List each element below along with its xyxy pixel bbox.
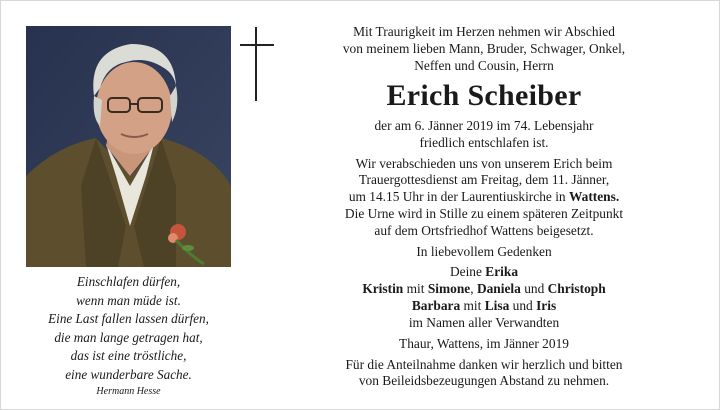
deceased-name: Erich Scheiber bbox=[386, 78, 582, 112]
family-name: Christoph bbox=[547, 280, 606, 296]
family-name: Daniela bbox=[476, 280, 521, 296]
service-text: um 14.15 Uhr in der Laurentiuskirche in bbox=[348, 189, 569, 205]
cross-icon bbox=[240, 27, 274, 101]
poem-line: wenn man müde ist. bbox=[76, 292, 181, 308]
family-text: mit bbox=[403, 280, 428, 296]
portrait-photo bbox=[26, 26, 231, 267]
family-name: Iris bbox=[536, 297, 557, 313]
family-text: Deine bbox=[449, 263, 486, 279]
service-line: Wir verabschieden uns von unserem Erich beim bbox=[355, 155, 613, 171]
family-name: Kristin bbox=[362, 280, 404, 296]
service-line: Die Urne wird in Stille zu einem späteren Zeitpunkt bbox=[344, 206, 624, 222]
family-name: Simone bbox=[427, 280, 471, 296]
family-wife bbox=[296, 264, 672, 281]
family-text: und bbox=[509, 297, 537, 313]
intro-line: Mit Traurigkeit im Herzen nehmen wir Abschied bbox=[353, 24, 615, 39]
poem-author: Hermann Hesse bbox=[96, 386, 161, 397]
family-name: Erika bbox=[485, 263, 519, 279]
death-line: der am 6. Jänner 2019 im 74. Lebensjahr bbox=[374, 117, 594, 133]
poem-line: eine wunderbare Sache. bbox=[65, 366, 192, 382]
service-line: auf dem Ortsfriedhof Wattens beigesetzt. bbox=[374, 223, 594, 239]
poem-line: die man lange getragen hat, bbox=[54, 329, 203, 345]
poem-line: Eine Last fallen lassen dürfen, bbox=[48, 311, 209, 326]
family-children bbox=[296, 298, 672, 315]
family-text: , bbox=[470, 280, 477, 296]
service-place: Wattens. bbox=[568, 189, 620, 205]
intro-line: Neffen und Cousin, Herrn bbox=[414, 57, 554, 73]
poem-line: Einschlafen dürfen, bbox=[76, 274, 181, 289]
poem-line: das ist eine tröstliche, bbox=[70, 348, 187, 363]
family-name: Barbara bbox=[411, 297, 461, 313]
service-line bbox=[296, 189, 672, 206]
death-line: friedlich entschlafen ist. bbox=[419, 134, 549, 150]
family-children bbox=[296, 281, 672, 298]
service-line: Trauergottesdienst am Freitag, dem 11. Jänner, bbox=[358, 172, 610, 188]
poem bbox=[26, 273, 231, 399]
place-date: Thaur, Wattens, im Jänner 2019 bbox=[399, 335, 569, 351]
family-text: und bbox=[520, 280, 548, 296]
family-name: Lisa bbox=[484, 297, 510, 313]
family-relatives: im Namen aller Verwandten bbox=[408, 314, 560, 330]
thanks-line: Für die Anteilnahme danken wir herzlich und bitten bbox=[345, 356, 623, 372]
memory-line: In liebevollem Gedenken bbox=[416, 244, 552, 260]
notice-text bbox=[296, 24, 672, 390]
thanks-line: von Beileidsbezeugungen Abstand zu nehmen. bbox=[358, 373, 610, 389]
intro-line: von meinem lieben Mann, Bruder, Schwager, Onkel, bbox=[342, 40, 626, 56]
family-text: mit bbox=[460, 297, 485, 313]
